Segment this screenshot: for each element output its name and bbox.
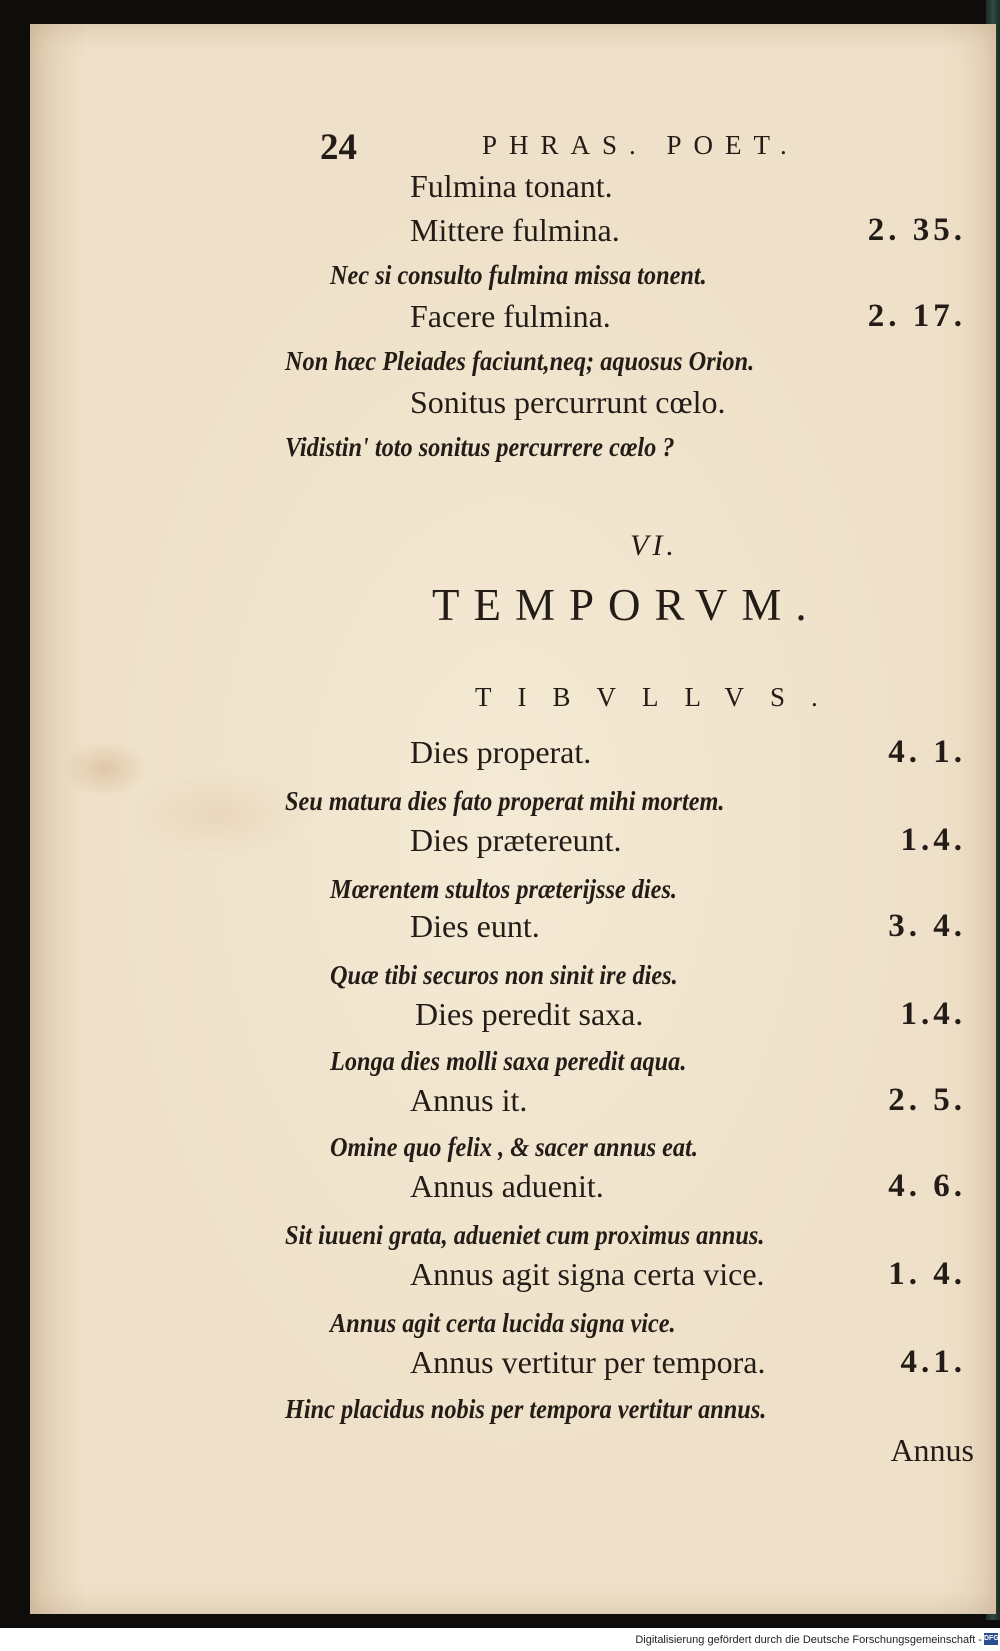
- reference-number: 2. 5.: [888, 1082, 966, 1118]
- reference-number: 2. 35.: [867, 212, 966, 248]
- footer-credit: Digitalisierung gefördert durch die Deutsche Forschungsgemeinschaft -: [635, 1634, 982, 1646]
- phrase-line: Dies properat.: [410, 734, 592, 770]
- quote-line: Mœrentem stultos præterijsse dies.: [330, 874, 677, 904]
- phrase-line: Mittere fulmina.: [410, 212, 620, 248]
- catchword: Annus: [890, 1432, 974, 1468]
- reference-number: 3. 4.: [888, 908, 966, 944]
- phrase-line: Fulmina tonant.: [410, 168, 613, 204]
- reference-number: 4. 1.: [888, 734, 966, 770]
- reference-number: 4.1.: [900, 1344, 966, 1380]
- phrase-line: Sonitus percurrunt cœlo.: [410, 384, 726, 420]
- phrase-line: Dies prætereunt.: [410, 822, 622, 858]
- author-heading: TIBVLLVS.: [475, 682, 844, 712]
- phrase-line: Annus agit signa certa vice.: [410, 1256, 765, 1292]
- page-number: 24: [320, 127, 357, 168]
- phrase-line: Facere fulmina.: [410, 298, 611, 334]
- quote-line: Annus agit certa lucida signa vice.: [330, 1308, 676, 1338]
- phrase-line: Annus aduenit.: [410, 1168, 604, 1204]
- book-page: [30, 24, 996, 1614]
- quote-line: Non hæc Pleiades faciunt,neq; aquosus Orion.: [285, 346, 755, 376]
- quote-line: Omine quo felix , & sacer annus eat.: [330, 1132, 698, 1162]
- reference-number: 1. 4.: [888, 1256, 966, 1292]
- reference-number: 1.4.: [900, 822, 966, 858]
- quote-line: Sit iuueni grata, adueniet cum proximus annus.: [285, 1220, 765, 1250]
- reference-number: 4. 6.: [888, 1168, 966, 1204]
- quote-line: Longa dies molli saxa peredit aqua.: [330, 1046, 687, 1076]
- section-title: TEMPORVM.: [432, 580, 821, 630]
- reference-number: 2. 17.: [867, 298, 966, 334]
- section-number: VI.: [630, 529, 678, 562]
- phrase-line: Annus it.: [410, 1082, 528, 1118]
- reference-number: 1.4.: [900, 996, 966, 1032]
- phrase-line: Annus vertitur per tempora.: [410, 1344, 766, 1380]
- dfg-logo: DFG: [984, 1633, 998, 1645]
- quote-line: Vidistin' toto sonitus percurrere cœlo ?: [285, 432, 675, 462]
- quote-line: Nec si consulto fulmina missa tonent.: [330, 260, 707, 290]
- phrase-line: Dies eunt.: [410, 908, 540, 944]
- running-title: PHRAS. POET.: [482, 130, 799, 160]
- quote-line: Quæ tibi securos non sinit ire dies.: [330, 960, 678, 990]
- phrase-line: Dies peredit saxa.: [415, 996, 644, 1032]
- quote-line: Seu matura dies fato properat mihi mortem.: [285, 786, 725, 816]
- quote-line: Hinc placidus nobis per tempora vertitur annus.: [285, 1394, 767, 1424]
